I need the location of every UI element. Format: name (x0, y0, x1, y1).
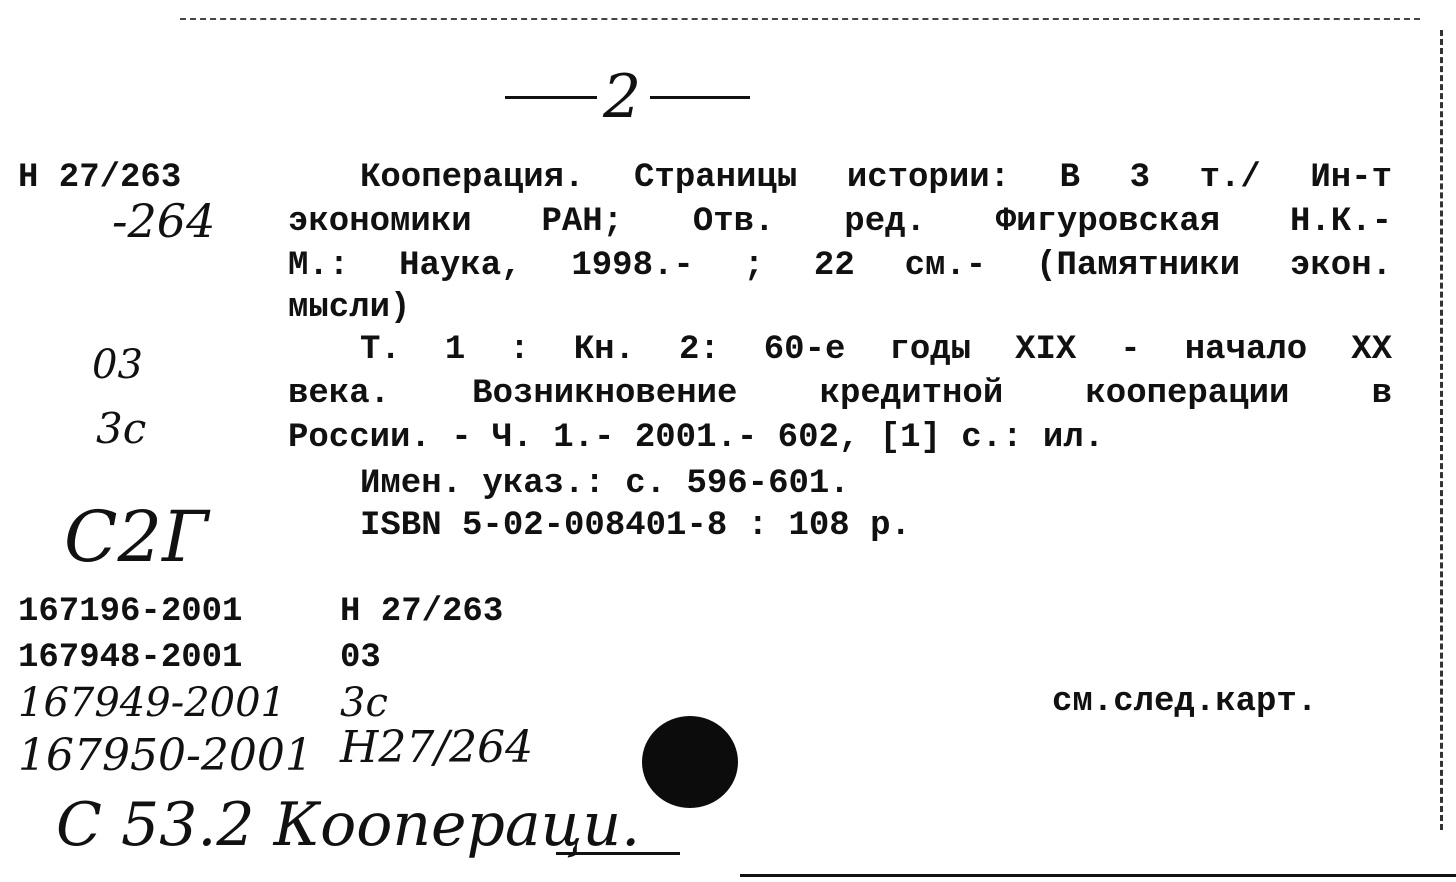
volume-line-3: России. - Ч. 1.- 2001.- 602, [1] с.: ил. (288, 419, 1105, 457)
volume-line-2: века. Возникновение кредитной кооперации в (288, 375, 1392, 413)
subject-heading-handwritten: С 53.2 Коопераци. (56, 790, 641, 860)
shelfmark-handwritten: -264 (112, 194, 216, 248)
volume-line-1: Т. 1 : Кн. 2: 60-е годы XIX - начало XX (360, 331, 1392, 369)
accession-location: 03 (340, 639, 381, 677)
accession-number: 167196-2001 (18, 593, 243, 631)
entry-line-4: мысли) (288, 289, 411, 327)
shelfmark-printed: Н 27/263 (18, 159, 182, 197)
page-number-dash-left (505, 96, 597, 99)
accession-location-handwritten: Н27/264 (340, 722, 534, 773)
bottom-border (740, 874, 1456, 877)
accession-number-handwritten: 167949-2001 (18, 680, 287, 726)
location-code-2-handwritten: 3с (96, 404, 147, 453)
subject-underline (556, 852, 680, 855)
accession-number: 167948-2001 (18, 639, 243, 677)
page-number (505, 62, 750, 132)
entry-line-2: экономики РАН; Отв. ред. Фигуровская Н.К.- (288, 203, 1392, 241)
entry-line-3: М.: Наука, 1998.- ; 22 см.- (Памятники экон. (288, 247, 1392, 285)
page-number-text: 2 (603, 62, 642, 132)
entry-line-1: Кооперация. Страницы истории: В 3 т./ Ин-т (360, 159, 1392, 197)
page-number-dash-right (650, 96, 750, 99)
accession-location-handwritten: 3с (340, 680, 388, 726)
punch-hole (642, 716, 738, 808)
see-next-card: см.след.карт. (1052, 683, 1318, 721)
index-note: Имен. указ.: с. 596-601. (360, 465, 850, 503)
right-dashed-border (1440, 30, 1443, 830)
classification-handwritten: С2Г (64, 496, 209, 578)
accession-number-handwritten: 167950-2001 (18, 730, 313, 781)
isbn-line: ISBN 5-02-008401-8 : 108 р. (360, 507, 911, 545)
accession-location: Н 27/263 (340, 593, 504, 631)
location-code-handwritten: 03 (92, 342, 143, 388)
top-dashed-border (180, 18, 1420, 20)
